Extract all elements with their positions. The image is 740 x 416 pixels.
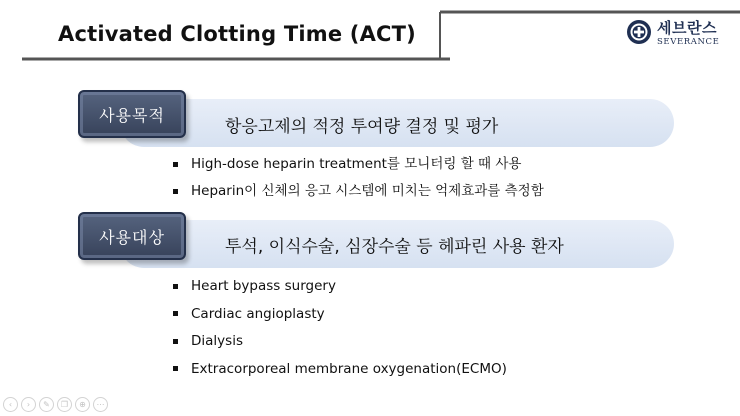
bullet-text: Heparin이 신체의 응고 시스템에 미치는 억제효과를 측정함 bbox=[191, 183, 544, 199]
bullet-square-icon bbox=[173, 311, 178, 316]
slideshow-toolbar bbox=[3, 397, 108, 413]
bullet-text: Dialysis bbox=[191, 333, 243, 349]
bullet-text: Cardiac angioplasty bbox=[191, 305, 325, 322]
list-item bbox=[170, 301, 507, 329]
bullet-square-icon bbox=[173, 366, 178, 371]
list-item bbox=[170, 273, 507, 301]
pen-icon[interactable]: ✎ bbox=[39, 397, 54, 412]
list-item bbox=[170, 151, 544, 178]
next-icon[interactable]: › bbox=[21, 397, 36, 412]
bullet-text: Extracorporeal membrane oxygenation(ECMO) bbox=[191, 360, 507, 377]
purpose-label: 사용목적 bbox=[78, 90, 186, 138]
page-title: Activated Clotting Time (ACT) bbox=[58, 22, 416, 46]
bullet-square-icon bbox=[173, 339, 178, 344]
list-item bbox=[170, 356, 507, 384]
zoom-icon[interactable]: ⊕ bbox=[75, 397, 90, 412]
target-bullet-list bbox=[170, 273, 507, 383]
bullet-text: High-dose heparin treatment를 모니터링 할 때 사용 bbox=[191, 156, 522, 172]
bullet-square-icon bbox=[173, 284, 178, 289]
list-item bbox=[170, 178, 544, 205]
bullet-square-icon bbox=[173, 189, 178, 194]
title-bar bbox=[0, 0, 740, 62]
more-icon[interactable]: ⋯ bbox=[93, 397, 108, 412]
target-label: 사용대상 bbox=[78, 212, 186, 260]
logo-text-english: SEVERANCE bbox=[657, 37, 720, 47]
severance-emblem-icon bbox=[626, 18, 652, 46]
list-item bbox=[170, 328, 507, 356]
purpose-description: 항응고제의 적정 투여량 결정 및 평가 bbox=[225, 117, 499, 137]
bullet-square-icon bbox=[173, 162, 178, 167]
bullet-text: Heart bypass surgery bbox=[191, 278, 336, 294]
purpose-bullet-list bbox=[170, 151, 544, 205]
logo-text-korean: 세브란스 bbox=[657, 19, 717, 37]
severance-logo bbox=[626, 18, 726, 50]
previous-icon[interactable]: ‹ bbox=[3, 397, 18, 412]
copy-icon[interactable]: ❐ bbox=[57, 397, 72, 412]
target-description: 투석, 이식수술, 심장수술 등 헤파린 사용 환자 bbox=[225, 237, 564, 257]
